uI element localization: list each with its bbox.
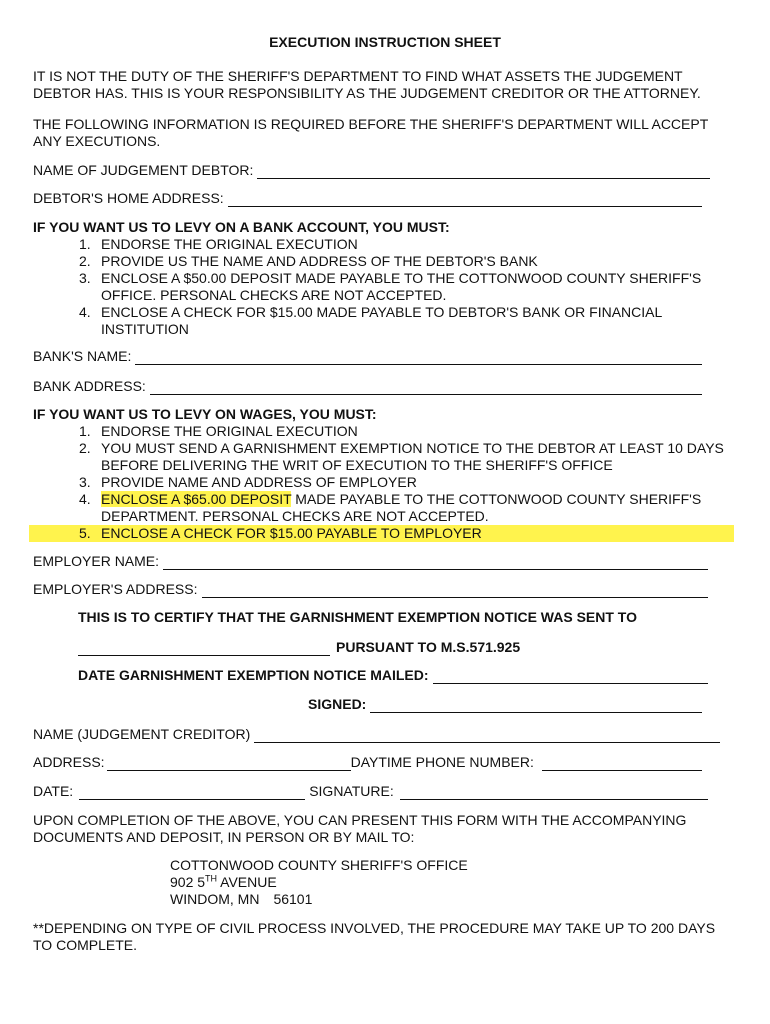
list-item: 4. ENCLOSE A $65.00 DEPOSIT MADE PAYABLE TO THE COTTONWOOD COUNTY SHERIFF'S DEPARTMENT. PERSONAL CHECKS ARE NOT ACCEPTED. bbox=[79, 491, 702, 524]
certify-recipient-field bbox=[78, 639, 708, 656]
office-city: WINDOM, MN 56101 bbox=[170, 891, 313, 907]
creditor-name-field bbox=[33, 726, 720, 743]
completion-paragraph: UPON COMPLETION OF THE ABOVE, YOU CAN PRESENT THIS FORM WITH THE ACCOMPANYING DOCUMENTS AND DEPOSIT, IN PERSON OR BY MAIL TO: bbox=[33, 812, 687, 845]
date-mailed-label: DATE GARNISHMENT EXEMPTION NOTICE MAILED: bbox=[78, 667, 429, 683]
list-item: 2. YOU MUST SEND A GARNISHMENT EXEMPTION NOTICE TO THE DEBTOR AT LEAST 10 DAYS BEFORE DELIVERING THE WRIT OF EXECUTION TO THE SHERIFF'S OFFICE bbox=[79, 440, 724, 473]
list-item: 2. PROVIDE US THE NAME AND ADDRESS OF THE DEBTOR'S BANK bbox=[79, 253, 538, 269]
intro-paragraph-1: IT IS NOT THE DUTY OF THE SHERIFF'S DEPARTMENT TO FIND WHAT ASSETS THE JUDGEMENT DEBTOR HAS. THIS IS YOUR RESPONSIBILITY AS THE JUDGEMENT CREDITOR OR THE ATTORNEY. bbox=[33, 68, 701, 101]
bank-name-line[interactable] bbox=[135, 350, 702, 365]
certify-heading: THIS IS TO CERTIFY THAT THE GARNISHMENT EXEMPTION NOTICE WAS SENT TO bbox=[78, 609, 637, 625]
highlighted-list-item: 5. ENCLOSE A CHECK FOR $15.00 PAYABLE TO EMPLOYER bbox=[29, 525, 734, 542]
signature-line[interactable] bbox=[400, 785, 708, 800]
bank-section-heading: IF YOU WANT US TO LEVY ON A BANK ACCOUNT, YOU MUST: bbox=[33, 219, 450, 235]
signed-field bbox=[308, 696, 702, 713]
creditor-address-label: ADDRESS: bbox=[33, 754, 105, 770]
creditor-name-label: NAME (JUDGEMENT CREDITOR) bbox=[33, 726, 251, 742]
list-item: 4. ENCLOSE A CHECK FOR $15.00 MADE PAYABLE TO DEBTOR'S BANK OR FINANCIAL INSTITUTION bbox=[79, 304, 662, 337]
office-address bbox=[170, 857, 730, 908]
employer-name-field bbox=[33, 553, 708, 570]
creditor-address-line[interactable] bbox=[107, 756, 351, 771]
signed-label: SIGNED: bbox=[308, 696, 367, 712]
list-item: 3. PROVIDE NAME AND ADDRESS OF EMPLOYER bbox=[79, 474, 417, 490]
employer-address-field bbox=[33, 581, 708, 598]
date-line[interactable] bbox=[79, 785, 305, 800]
debtor-address-field bbox=[33, 190, 702, 207]
date-mailed-field bbox=[78, 667, 708, 684]
employer-name-label: EMPLOYER NAME: bbox=[33, 553, 160, 569]
list-item: 3. ENCLOSE A $50.00 DEPOSIT MADE PAYABLE TO THE COTTONWOOD COUNTY SHERIFF'S OFFICE. PERSONAL CHECKS ARE NOT ACCEPTED. bbox=[79, 270, 702, 303]
list-item: 1. ENDORSE THE ORIGINAL EXECUTION bbox=[79, 236, 358, 252]
date-mailed-line[interactable] bbox=[433, 669, 708, 684]
bank-address-label: BANK ADDRESS: bbox=[33, 378, 146, 394]
employer-address-line[interactable] bbox=[202, 583, 709, 598]
employer-address-label: EMPLOYER'S ADDRESS: bbox=[33, 581, 198, 597]
intro-paragraph-2: THE FOLLOWING INFORMATION IS REQUIRED BEFORE THE SHERIFF'S DEPARTMENT WILL ACCEPT ANY EXECUTIONS. bbox=[33, 116, 709, 149]
list-item: 1. ENDORSE THE ORIGINAL EXECUTION bbox=[79, 423, 358, 439]
signed-line[interactable] bbox=[370, 698, 702, 713]
highlighted-deposit-text: ENCLOSE A $65.00 DEPOSIT bbox=[101, 491, 292, 507]
bank-name-label: BANK'S NAME: bbox=[33, 348, 132, 364]
wage-section-heading: IF YOU WANT US TO LEVY ON WAGES, YOU MUST: bbox=[33, 406, 377, 422]
bank-instructions-list bbox=[33, 236, 730, 338]
bank-address-field bbox=[33, 378, 702, 395]
creditor-address-phone-field bbox=[33, 754, 702, 771]
signature-label: SIGNATURE: bbox=[309, 783, 394, 799]
wage-instructions-list bbox=[33, 423, 730, 542]
debtor-name-field bbox=[33, 162, 710, 179]
debtor-name-label: NAME OF JUDGEMENT DEBTOR: bbox=[33, 162, 254, 178]
office-street: 902 5TH AVENUE bbox=[170, 873, 277, 890]
certify-recipient-line[interactable] bbox=[78, 641, 330, 656]
debtor-address-label: DEBTOR'S HOME ADDRESS: bbox=[33, 190, 224, 206]
phone-label: DAYTIME PHONE NUMBER: bbox=[350, 754, 534, 770]
date-label: DATE: bbox=[33, 783, 74, 799]
debtor-address-line[interactable] bbox=[228, 192, 702, 207]
date-signature-field bbox=[33, 783, 708, 800]
phone-line[interactable] bbox=[542, 756, 702, 771]
bank-address-line[interactable] bbox=[150, 380, 702, 395]
bank-name-field bbox=[33, 348, 702, 365]
debtor-name-line[interactable] bbox=[257, 164, 710, 179]
office-name: COTTONWOOD COUNTY SHERIFF'S OFFICE bbox=[170, 857, 468, 873]
footnote: **DEPENDING ON TYPE OF CIVIL PROCESS INVOLVED, THE PROCEDURE MAY TAKE UP TO 200 DAYS TO COMPLETE. bbox=[33, 920, 716, 953]
creditor-name-line[interactable] bbox=[254, 728, 720, 743]
pursuant-label: PURSUANT TO M.S.571.925 bbox=[336, 639, 521, 655]
employer-name-line[interactable] bbox=[163, 555, 708, 570]
page-title: EXECUTION INSTRUCTION SHEET bbox=[269, 34, 501, 50]
